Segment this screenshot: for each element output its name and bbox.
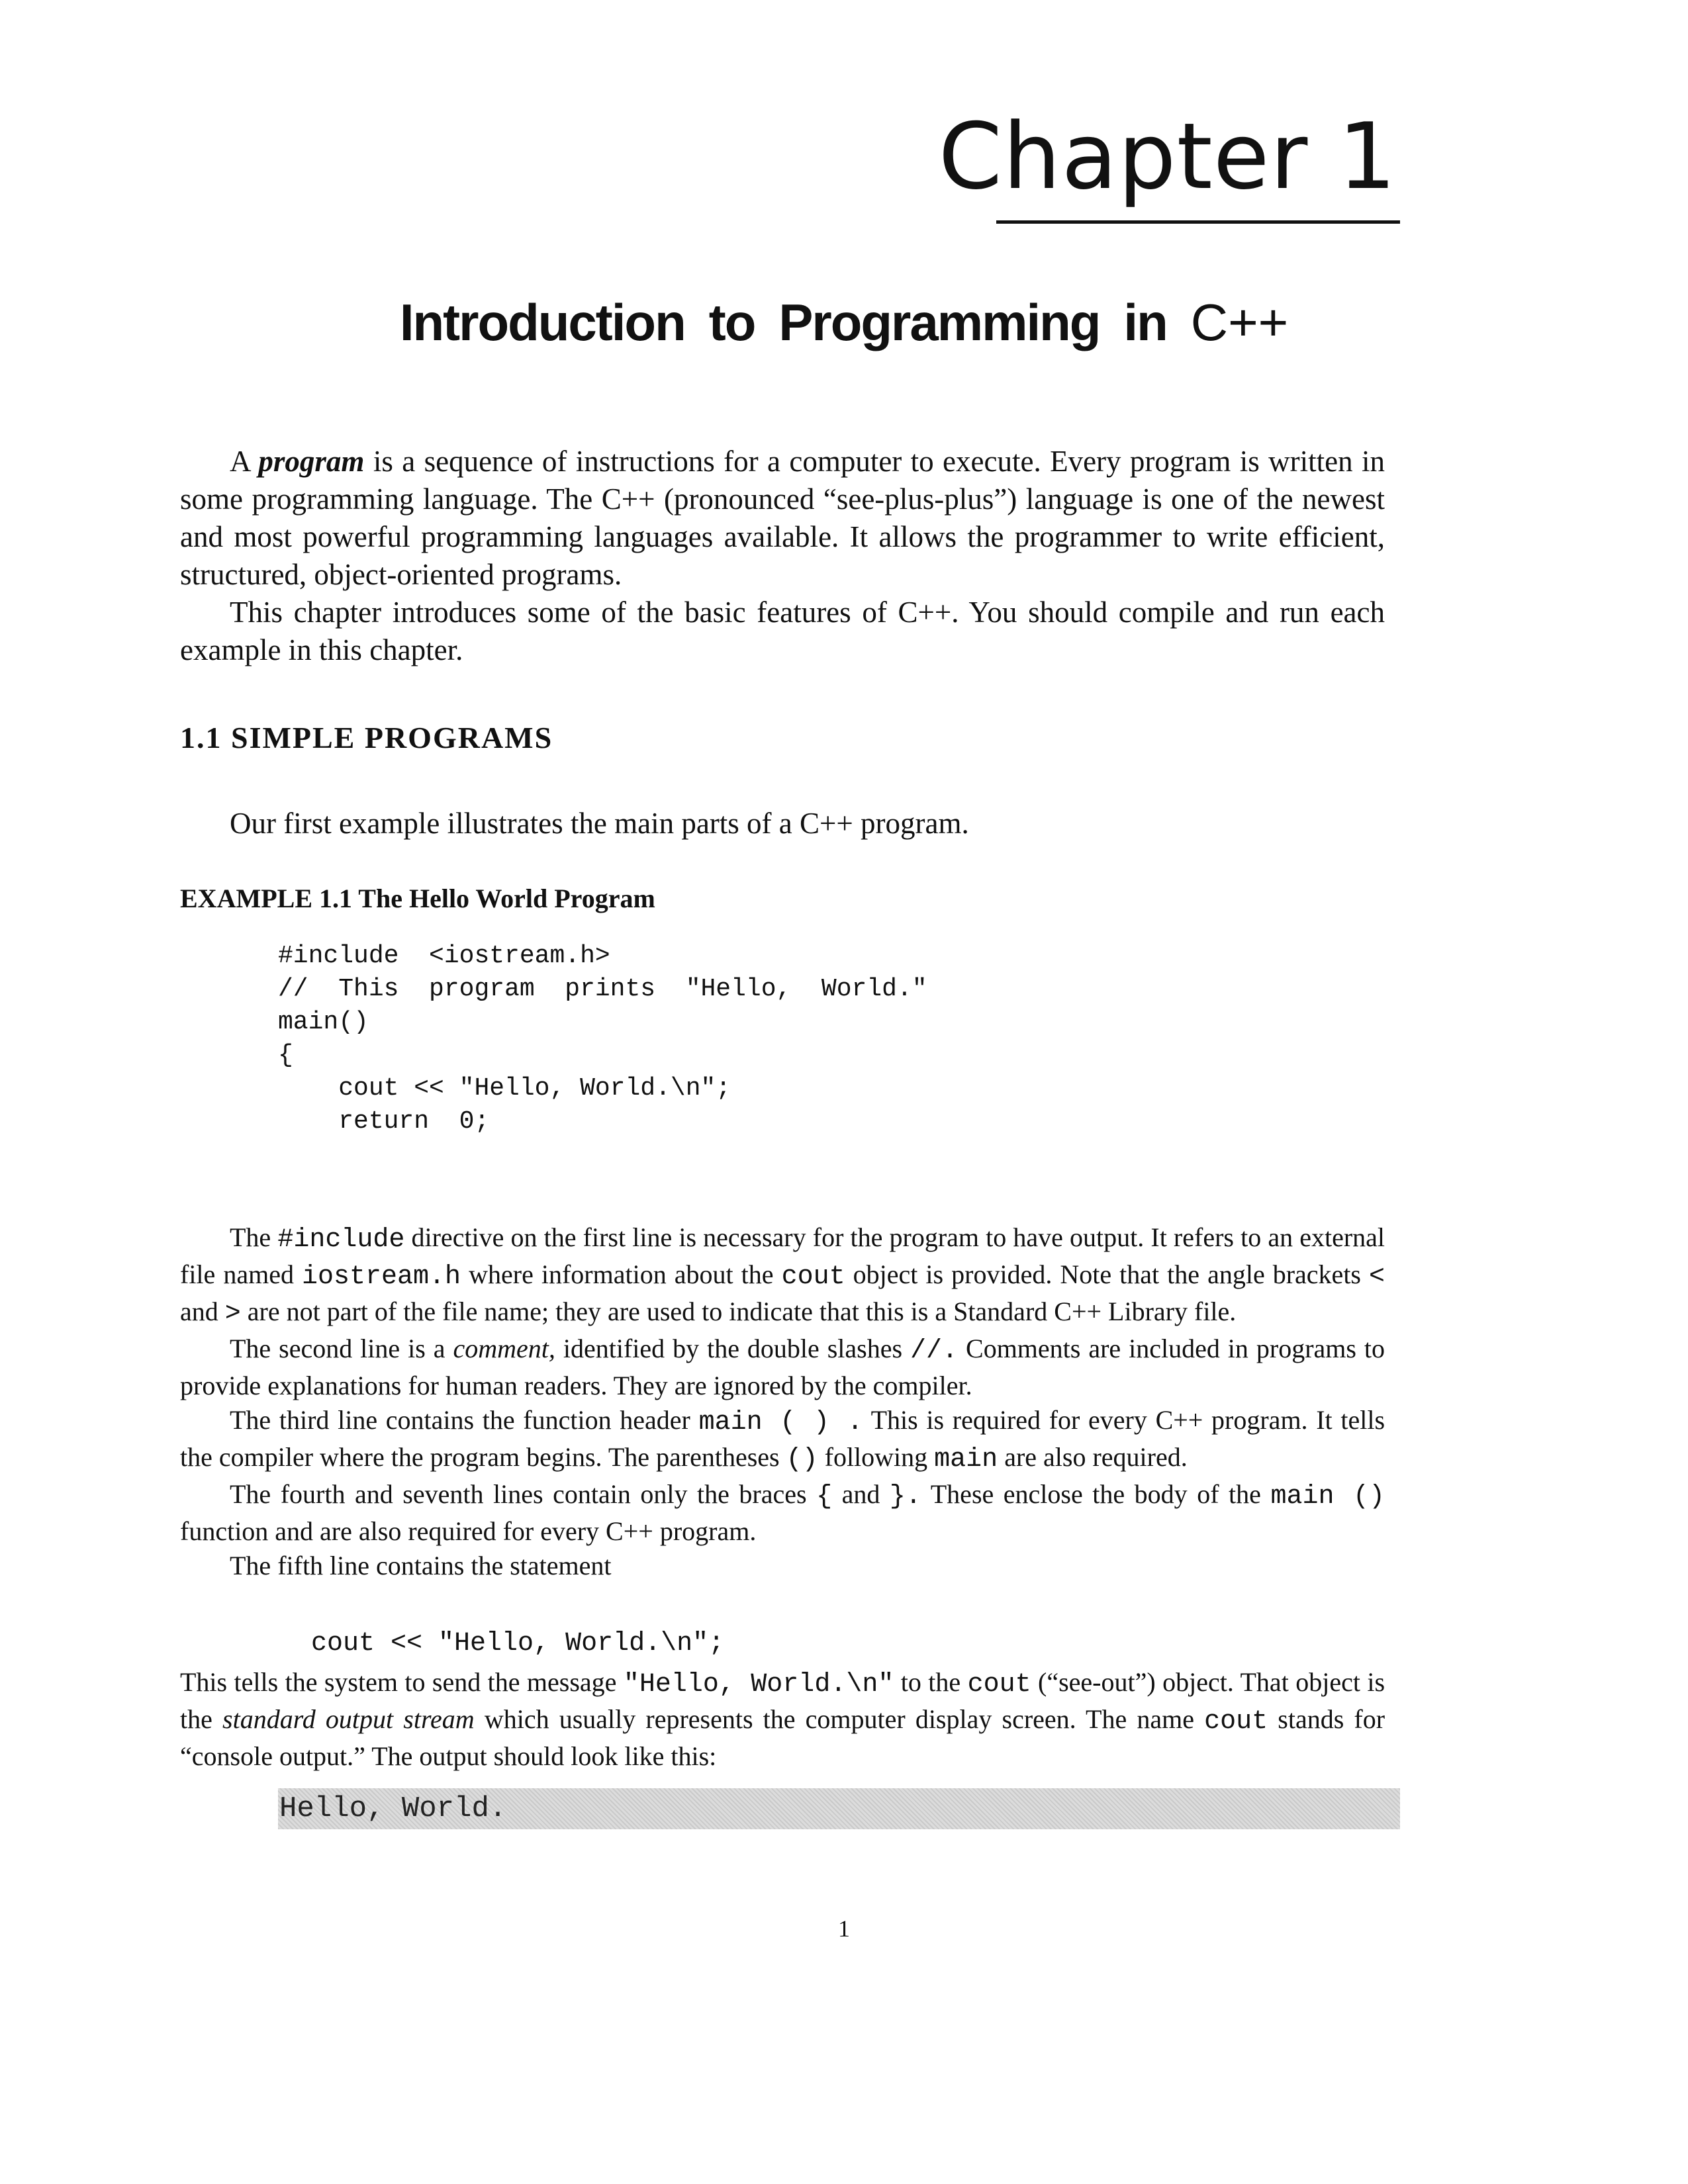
explanation-paragraph-5: The fifth line contains the statement: [230, 1551, 612, 1580]
example-heading: EXAMPLE 1.1 The Hello World Program: [180, 884, 655, 913]
explanation-block-2: [180, 1665, 1385, 1774]
explanation-block-1: [180, 1220, 1385, 1583]
title-word-cpp: C++: [1190, 293, 1289, 351]
output-box: [278, 1788, 1400, 1829]
term-program: program: [258, 445, 365, 478]
term-comment: comment,: [453, 1334, 555, 1363]
title-word-in: in: [1123, 293, 1167, 351]
intro-paragraph-1: A program is a sequence of instructions for a computer to execute. Every program is written in some programming language. The C++ (pronounced “see-plus-plus”) language is one of the newest and most powerful programming languages available. It allows the programmer to write efficient, structured, object-oriented programs.: [180, 445, 1385, 591]
chapter-heading: Chapter 1: [938, 103, 1397, 210]
explanation-paragraph-3: The third line contains the function header main ( ) . This is required for every C++ program. It tells the compiler where the program begins. The parentheses () following main are also required.: [180, 1405, 1385, 1475]
statement-code: cout << "Hello, World.\n";: [311, 1629, 725, 1659]
title-word-introduction: Introduction: [399, 293, 685, 351]
page-number: 1: [838, 1915, 850, 1942]
code-listing: #include <iostream.h> // This program prints "Hello, World." main() { cout << "Hello, World.\n"; return 0;: [278, 942, 927, 1136]
term-standard-output-stream: standard output stream: [222, 1704, 475, 1734]
title-word-programming: Programming: [778, 293, 1100, 351]
output-text: Hello, World.: [279, 1792, 507, 1825]
intro-paragraph-2: This chapter introduces some of the basic features of C++. You should compile and run each example in this chapter.: [180, 596, 1385, 666]
title-word-to: to: [708, 293, 755, 351]
explanation-paragraph-4: The fourth and seventh lines contain only the braces { and }. These enclose the body of the main () function and are also required for every C++ program.: [180, 1479, 1385, 1546]
section-lead: Our first example illustrates the main parts of a C++ program.: [230, 807, 969, 840]
explanation-paragraph-1: The #include directive on the first line is necessary for the program to have output. It refers to an external file named iostream.h where information about the cout object is provided. Note that the angle brackets < and > are not part of the file name; they are used to indicate that this is a Standard C++ Library file.: [180, 1222, 1385, 1329]
section-heading: 1.1 SIMPLE PROGRAMS: [180, 721, 553, 754]
explanation-paragraph-2: The second line is a comment, identified by the double slashes //. Comments are included in programs to provide explanations for human readers. They are ignored by the compiler.: [180, 1334, 1385, 1400]
chapter-rule: [996, 220, 1400, 224]
chapter-title: [0, 293, 1688, 351]
intro-section: [180, 443, 1385, 669]
explanation-paragraph-6: This tells the system to send the message "Hello, World.\n" to the cout (“see-out”) object. That object is the standard output stream which usually represents the computer display screen. The name cout stands for “console output.” The output should look like this:: [180, 1667, 1385, 1771]
